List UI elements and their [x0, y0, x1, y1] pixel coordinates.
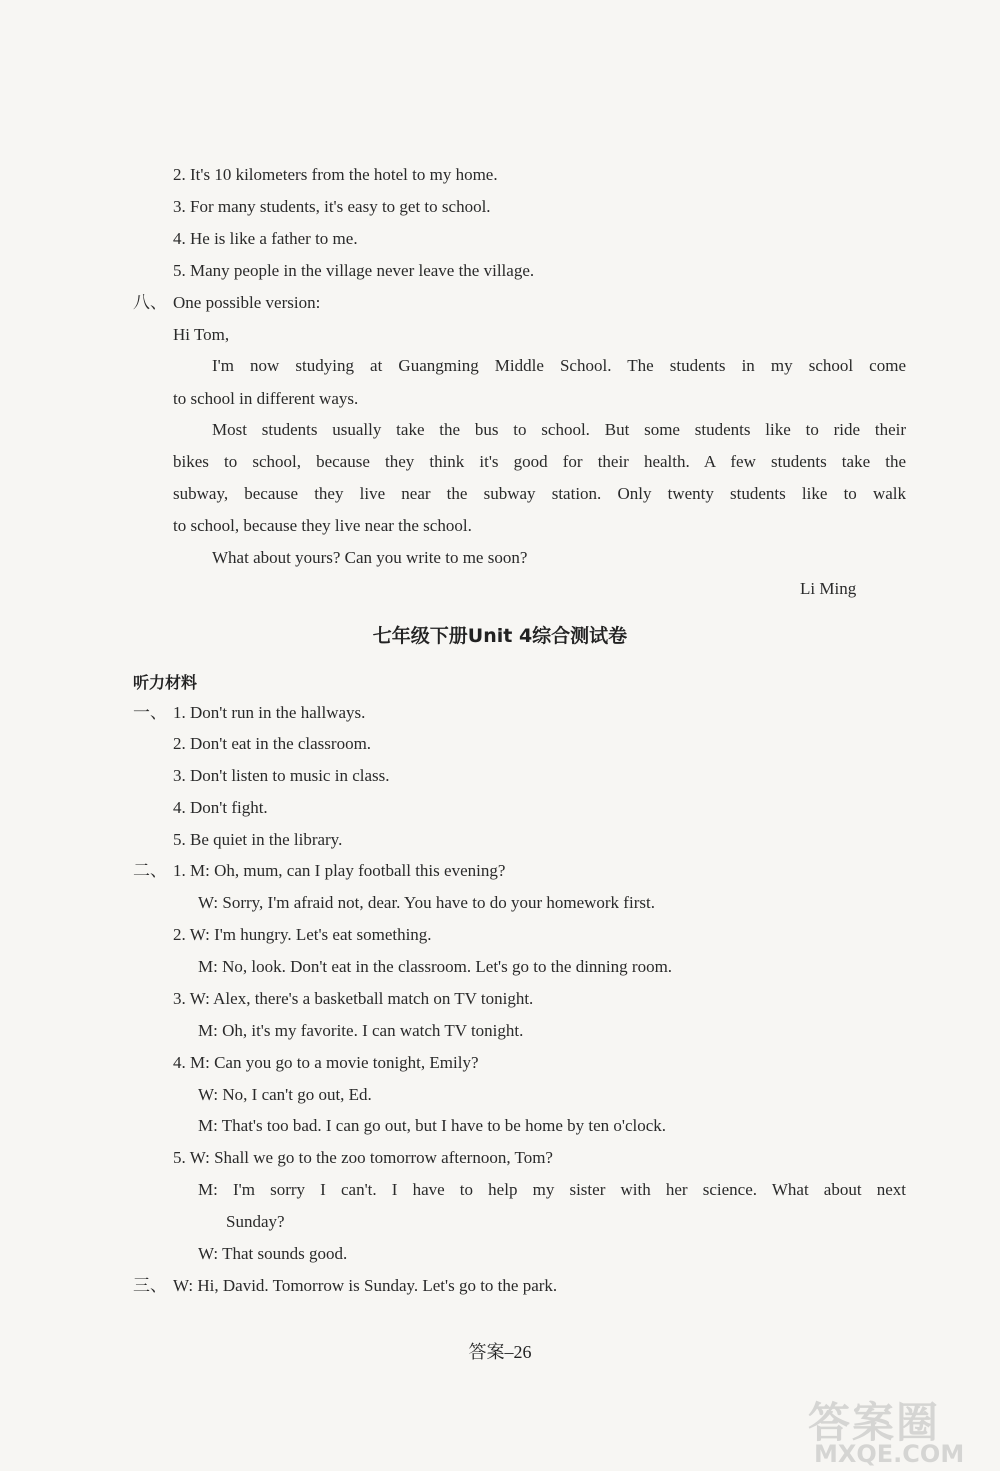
dialogue-line: W: Sorry, I'm afraid not, dear. You have to do your homework first. [198, 893, 655, 912]
section-marker: 三、 [133, 1276, 167, 1295]
answer-line: 2. Don't eat in the classroom. [173, 734, 372, 753]
section-marker: 一、 [133, 703, 167, 722]
dialogue-line: W: That sounds good. [198, 1244, 348, 1263]
section-marker: 二、 [133, 861, 167, 880]
answer-line: 2. It's 10 kilometers from the hotel to my home. [173, 165, 498, 184]
letter-signature: Li Ming [800, 579, 857, 598]
dialogue-line: 1. M: Oh, mum, can I play football this evening? [173, 861, 506, 880]
section-heading: One possible version: [173, 293, 321, 312]
section-label: 听力材料 [133, 673, 198, 692]
dialogue-line: 4. M: Can you go to a movie tonight, Emily? [173, 1053, 479, 1072]
dialogue-line: W: Hi, David. Tomorrow is Sunday. Let's go to the park. [173, 1276, 558, 1295]
dialogue-line: M: No, look. Don't eat in the classroom. Let's go to the dinning room. [198, 957, 673, 976]
letter-line: What about yours? Can you write to me soon? [212, 548, 528, 567]
answer-line: 4. He is like a father to me. [173, 229, 358, 248]
dialogue-line: Sunday? [226, 1212, 285, 1231]
letter-line: subway, because they live near the subway station. Only twenty students like to walk [173, 484, 906, 503]
letter-line: I'm now studying at Guangming Middle School. The students in my school come [212, 356, 906, 375]
dialogue-line: M: I'm sorry I can't. I have to help my sister with her science. What about next [198, 1180, 906, 1199]
answer-line: 5. Be quiet in the library. [173, 830, 343, 849]
dialogue-line: W: No, I can't go out, Ed. [198, 1085, 372, 1104]
letter-greeting: Hi Tom, [173, 325, 230, 344]
dialogue-line: 5. W: Shall we go to the zoo tomorrow afternoon, Tom? [173, 1148, 553, 1167]
dialogue-line: M: Oh, it's my favorite. I can watch TV tonight. [198, 1021, 524, 1040]
answer-line: 3. Don't listen to music in class. [173, 766, 390, 785]
dialogue-line: 3. W: Alex, there's a basketball match on TV tonight. [173, 989, 534, 1008]
answer-line: 3. For many students, it's easy to get to school. [173, 197, 491, 216]
section-marker: 八、 [133, 293, 167, 312]
answer-line: 4. Don't fight. [173, 798, 268, 817]
letter-line: bikes to school, because they think it's good for their health. A few students take the [173, 452, 906, 471]
watermark-mark: 答案圈 [808, 1398, 941, 1447]
unit-title: 七年级下册Unit 4综合测试卷 [372, 625, 628, 647]
watermark-site: MXQE.COM [814, 1440, 965, 1468]
letter-line: to school in different ways. [173, 389, 359, 408]
watermark-logo [808, 1390, 998, 1468]
letter-line: to school, because they live near the school. [173, 516, 472, 535]
dialogue-line: M: That's too bad. I can go out, but I have to be home by ten o'clock. [198, 1116, 667, 1135]
page-number: 答案–26 [468, 1342, 532, 1362]
letter-line: Most students usually take the bus to school. But some students like to ride their [212, 420, 906, 439]
answer-line: 1. Don't run in the hallways. [173, 703, 366, 722]
answer-line: 5. Many people in the village never leave the village. [173, 261, 535, 280]
dialogue-line: 2. W: I'm hungry. Let's eat something. [173, 925, 432, 944]
